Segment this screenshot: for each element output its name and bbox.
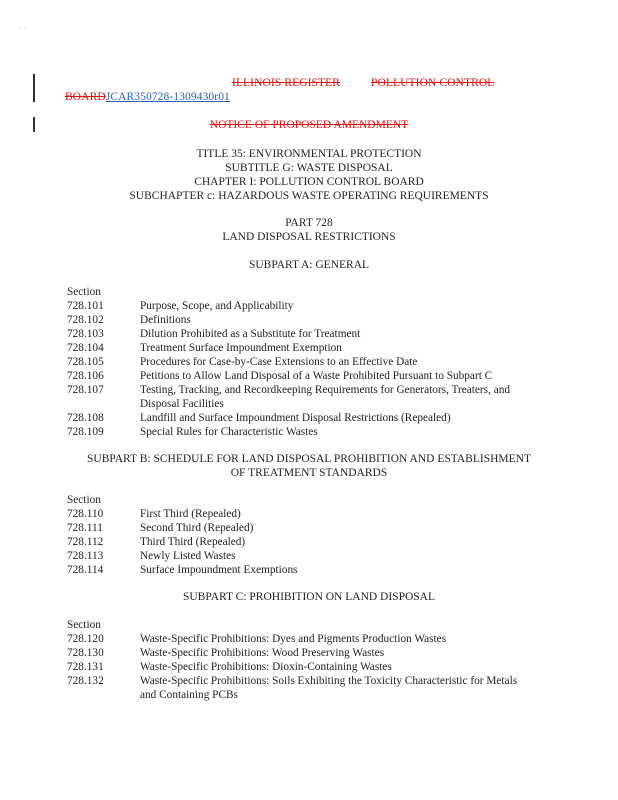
section-title: Surface Impoundment Exemptions — [140, 564, 298, 576]
board-heading-part1: POLLUTION CONTROL — [371, 77, 495, 89]
subpart-b-heading-line1: SUBPART B: SCHEDULE FOR LAND DISPOSAL PROHIBITION AND ESTABLISHMENT — [87, 453, 531, 465]
section-title: Definitions — [140, 314, 191, 326]
section-number: 728.109 — [67, 426, 104, 438]
toc-row — [67, 411, 530, 425]
section-number: 728.102 — [67, 314, 104, 326]
section-title: Purpose, Scope, and Applicability — [140, 300, 294, 312]
part-name: LAND DISPOSAL RESTRICTIONS — [222, 231, 396, 243]
toc-row — [67, 425, 530, 439]
section-number: 728.105 — [67, 356, 104, 368]
subpart-c-heading: SUBPART C: PROHIBITION ON LAND DISPOSAL — [182, 591, 436, 603]
register-heading: ILLINOIS REGISTER — [232, 77, 341, 89]
toc-row — [67, 327, 530, 341]
section-number: 728.107 — [67, 384, 104, 396]
section-title: Petitions to Allow Land Disposal of a Waste Prohibited Pursuant to Subpart C — [140, 370, 493, 382]
subtitle-heading: SUBTITLE G: WASTE DISPOSAL — [225, 162, 393, 174]
section-title: Treatment Surface Impoundment Exemption — [140, 342, 342, 354]
section-number: 728.112 — [67, 536, 104, 548]
section-number: 728.120 — [67, 633, 104, 645]
subpart-b-heading-line2: OF TREATMENT STANDARDS — [230, 467, 388, 479]
section-number: 728.108 — [67, 412, 104, 424]
section-number: 728.101 — [67, 300, 104, 312]
toc-row — [67, 507, 530, 521]
toc-row — [67, 535, 530, 549]
toc-row — [67, 646, 530, 660]
toc-row — [67, 632, 530, 646]
toc-row — [67, 521, 530, 535]
section-number: 728.103 — [67, 328, 104, 340]
toc-row — [67, 341, 530, 355]
toc-row — [67, 549, 530, 563]
toc-row — [67, 355, 530, 369]
toc-row — [67, 313, 530, 327]
toc-row — [67, 383, 530, 411]
section-title: Special Rules for Characteristic Wastes — [140, 426, 318, 438]
section-title: Waste-Specific Prohibitions: Dioxin-Containing Wastes — [140, 661, 392, 673]
subchapter-heading: SUBCHAPTER c: HAZARDOUS WASTE OPERATING REQUIREMENTS — [129, 190, 489, 202]
subpart-a-heading: SUBPART A: GENERAL — [248, 259, 370, 271]
section-number: 728.130 — [67, 647, 104, 659]
section-title: Waste-Specific Prohibitions: Wood Preserving Wastes — [140, 647, 385, 659]
subpart-c-toc — [67, 618, 530, 702]
section-number: 728.111 — [67, 522, 103, 534]
section-column-label: Section — [67, 494, 101, 506]
section-title: Procedures for Case-by-Case Extensions to an Effective Date — [140, 356, 418, 368]
section-number: 728.106 — [67, 370, 104, 382]
section-title: Dilution Prohibited as a Substitute for Treatment — [140, 328, 361, 340]
toc-row — [67, 674, 530, 702]
section-title: Landfill and Surface Impoundment Disposal Restrictions (Repealed) — [140, 412, 451, 424]
toc-row — [67, 660, 530, 674]
board-heading-part2: BOARD — [65, 91, 106, 103]
section-number: 728.110 — [67, 508, 104, 520]
part-number: PART 728 — [285, 217, 333, 229]
toc-row — [67, 563, 530, 577]
section-title: Waste-Specific Prohibitions: Dyes and Pigments Production Wastes — [140, 633, 447, 645]
notice-heading: NOTICE OF PROPOSED AMENDMENT — [209, 119, 409, 131]
section-title: Testing, Tracking, and Recordkeeping Requirements for Generators, Treaters, and Disposal Facilities — [140, 384, 511, 410]
section-number: 728.114 — [67, 564, 104, 576]
toc-row — [67, 299, 530, 313]
subpart-a-toc — [67, 285, 530, 439]
section-column-label: Section — [67, 619, 101, 631]
section-number: 728.131 — [67, 661, 104, 673]
title-heading: TITLE 35: ENVIRONMENTAL PROTECTION — [196, 148, 422, 160]
section-number: 728.113 — [67, 550, 104, 562]
section-title: Newly Listed Wastes — [140, 550, 236, 562]
section-title: Waste-Specific Prohibitions: Soils Exhibiting the Toxicity Characteristic for Metals and Containing PCBs — [140, 675, 518, 701]
section-title: Second Third (Repealed) — [140, 522, 254, 534]
scan-artifact-mark: ’ ′ — [20, 26, 26, 35]
docket-id-link[interactable]: JCAR350728-1309430r01 — [105, 91, 230, 103]
header-second-line — [65, 91, 230, 103]
section-title: First Third (Repealed) — [140, 508, 241, 520]
subpart-b-toc — [67, 493, 530, 577]
section-number: 728.132 — [67, 675, 104, 687]
chapter-heading: CHAPTER I: POLLUTION CONTROL BOARD — [194, 176, 424, 188]
section-number: 728.104 — [67, 342, 104, 354]
change-bar — [33, 74, 35, 102]
section-title: Third Third (Repealed) — [140, 536, 246, 548]
section-column-label: Section — [67, 286, 101, 298]
toc-row — [67, 369, 530, 383]
